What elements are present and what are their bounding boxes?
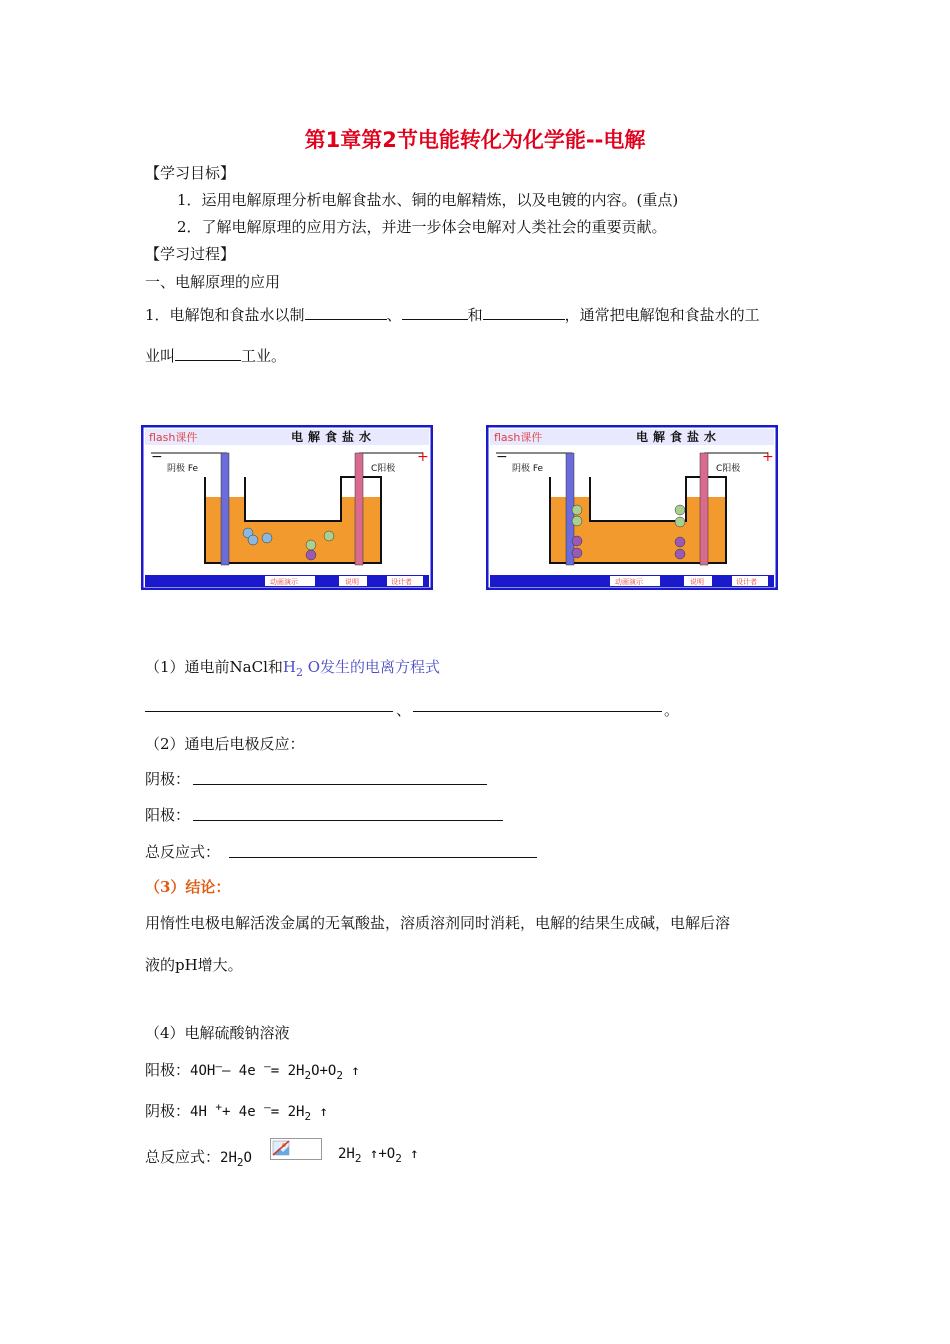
ion [306, 540, 316, 550]
answer-line[interactable] [413, 711, 662, 712]
blank-2[interactable] [402, 305, 468, 320]
flash-logo: flash课件 [149, 431, 198, 444]
conclusion-line-1: 用惰性电极电解活泼金属的无氧酸盐，溶质溶剂同时消耗，电解的结果生成碱，电解后溶 [145, 914, 731, 932]
conclusion-heading: （3）结论： [145, 878, 231, 896]
anode-label: 阳极： [145, 806, 191, 824]
cathode-answer-line[interactable] [193, 784, 487, 785]
figure-frame [487, 426, 777, 589]
up-arrow-icon: ↑ [319, 1104, 328, 1120]
anode-electrode [355, 453, 363, 565]
up-arrow-icon: ↑ [410, 1146, 419, 1162]
ion [248, 535, 258, 545]
cathode-electrode [221, 453, 229, 565]
total-equation: 总反应式：$2H_2O$ [145, 1148, 252, 1169]
figure-title: 电解食盐水 [636, 430, 722, 444]
ion [262, 533, 272, 543]
separator: 、 [396, 701, 412, 719]
svg-text:动画演示: 动画演示 [615, 578, 643, 586]
ion [675, 549, 685, 559]
anode-electrode [700, 453, 708, 565]
ion [306, 550, 316, 560]
sub-question-1: （1）通电前NaCl和$H_2$ O发生的电离方程式 [145, 658, 441, 679]
ion [572, 536, 582, 546]
anode-label: C阳极 [716, 464, 741, 474]
ion [675, 537, 685, 547]
blank-3[interactable] [483, 305, 565, 320]
ion [675, 517, 685, 527]
plus-sign: + [417, 449, 429, 465]
goals-heading: 【学习目标】 [145, 164, 236, 182]
up-arrow-icon: ↑ [369, 1146, 379, 1162]
ion [675, 505, 685, 515]
figure-title: 电解食盐水 [291, 430, 377, 444]
sub-question-2: （2）通电后电极反应： [145, 735, 305, 753]
page-title: 第1章第2节电能转化为化学能--电解 [304, 128, 646, 152]
blank-4[interactable] [175, 346, 241, 361]
blank-1[interactable] [305, 305, 387, 320]
ion [572, 516, 582, 526]
svg-text:设计者: 设计者 [736, 578, 757, 586]
minus-sign: − [151, 449, 163, 465]
svg-text:说明: 说明 [690, 578, 704, 586]
question-1-line-2: 业叫 工业。 [145, 347, 287, 365]
svg-text:动画演示: 动画演示 [270, 578, 298, 586]
question-1-line-1: 1．电解饱和食盐水以制 、 和 ，通常把电解饱和食盐水的工 [145, 306, 760, 324]
sub-question-4: （4）电解硫酸钠溶液 [145, 1024, 290, 1042]
up-arrow-icon: ↑ [351, 1063, 360, 1079]
anode-label: C阳极 [371, 464, 396, 474]
cathode-label: 阴极： [145, 770, 191, 788]
broken-image-icon [270, 1138, 322, 1160]
plus-sign: + [762, 449, 774, 465]
electrolysis-figure-1 [141, 425, 433, 590]
cathode-label: 阴极 Fe [167, 464, 199, 474]
svg-text:设计者: 设计者 [391, 578, 412, 586]
ion [572, 505, 582, 515]
period: 。 [664, 701, 680, 719]
ion [572, 548, 582, 558]
total-label: 总反应式： [145, 843, 221, 861]
process-heading: 【学习过程】 [145, 245, 236, 263]
ion [324, 531, 334, 541]
conclusion-line-2: 液的pH增大。 [145, 956, 243, 974]
anode-equation: 阳极：4OH—— 4e $^—= 2H_2O+O_2$ ↑ [145, 1059, 360, 1082]
goal-1: 1．运用电解原理分析电解食盐水、铜的电解精炼，以及电镀的内容。(重点) [177, 191, 679, 209]
answer-line[interactable] [145, 711, 393, 712]
total-answer-line[interactable] [229, 857, 537, 858]
electrolysis-figure-2 [486, 425, 778, 590]
goal-2: 2．了解电解原理的应用方法，并进一步体会电解对人类社会的重要贡献。 [177, 218, 667, 236]
svg-text:说明: 说明 [345, 578, 359, 586]
figure-frame [142, 426, 432, 589]
section-1-heading: 一、电解原理的应用 [145, 273, 281, 291]
total-equation-products: $2H_2$ $↑+O_2$ ↑ [338, 1146, 419, 1165]
cathode-equation: 阴极：4H ++ 4e $^—= 2H_2$ ↑ [145, 1100, 328, 1123]
anode-answer-line[interactable] [193, 820, 503, 821]
flash-logo: flash课件 [494, 431, 543, 444]
cathode-label: 阴极 Fe [512, 464, 544, 474]
minus-sign: − [496, 449, 508, 465]
